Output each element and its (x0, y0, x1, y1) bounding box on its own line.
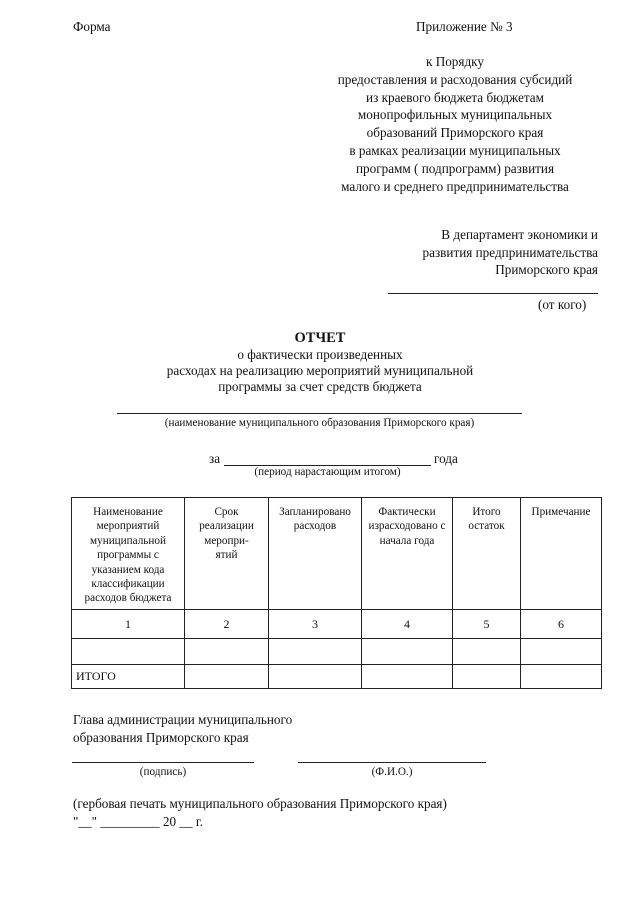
total-label: ИТОГО (72, 665, 185, 689)
appendix-reference (300, 53, 610, 195)
report-subtitle-line: программы за счет средств бюджета (218, 379, 422, 395)
seal-note: (гербовая печать муниципального образования Приморского края) (73, 796, 447, 811)
name-caption: (Ф.И.О.) (371, 766, 413, 778)
column-header: Запланировано расходов (269, 498, 362, 610)
report-subtitle-line: расходах на реализацию мероприятий муниципальной (166, 363, 474, 379)
column-number-row (72, 610, 602, 639)
name-fill-line[interactable] (298, 762, 486, 763)
table-cell[interactable] (269, 639, 362, 665)
table-cell[interactable] (362, 639, 453, 665)
addressee-line: развития предпринимательства (422, 244, 598, 260)
municipality-caption: (наименование муниципального образования Приморского края) (164, 417, 475, 429)
column-header: Наименование мероприятий муниципальной программы с указанием кода классификации расходов бюджета (72, 498, 185, 610)
period-caption: (период нарастающим итогом) (254, 466, 401, 478)
report-title-block (140, 329, 500, 396)
column-header: Срок реализации меропри-ятий (185, 498, 269, 610)
column-number: 1 (72, 610, 185, 639)
table-cell[interactable] (185, 665, 269, 689)
appendix-line: программ ( подпрограмм) развития (355, 160, 555, 176)
column-header: Примечание (521, 498, 602, 610)
total-row (72, 665, 602, 689)
column-header: Итого остаток (453, 498, 521, 610)
column-number: 3 (269, 610, 362, 639)
appendix-line: предоставления и расходования субсидий (337, 71, 573, 87)
sender-fill-line[interactable] (388, 293, 598, 294)
appendix-line: малого и среднего предпринимательства (341, 178, 569, 194)
municipality-fill-line[interactable] (117, 413, 522, 414)
appendix-line: к Порядку (425, 54, 484, 69)
report-title: ОТЧЕТ (294, 330, 346, 346)
column-number: 2 (185, 610, 269, 639)
column-number: 4 (362, 610, 453, 639)
appendix-line: из краевого бюджета бюджетам (366, 89, 544, 105)
table-cell[interactable] (453, 665, 521, 689)
appendix-line: в рамках реализации муниципальных (349, 142, 561, 158)
table-cell[interactable] (521, 665, 602, 689)
signature-fill-line[interactable] (72, 762, 254, 763)
period-suffix: года (434, 451, 458, 466)
period-prefix: за (209, 451, 221, 466)
column-number: 5 (453, 610, 521, 639)
table-cell[interactable] (72, 639, 185, 665)
signature-caption: (подпись) (139, 766, 187, 778)
table-cell[interactable] (185, 639, 269, 665)
addressee-block (360, 226, 598, 279)
column-number: 6 (521, 610, 602, 639)
table-cell[interactable] (521, 639, 602, 665)
appendix-number: Приложение № 3 (416, 19, 513, 34)
report-subtitle-line: о фактически произведенных (237, 347, 403, 362)
date-line: "__" _________ 20 __ г. (73, 814, 204, 829)
appendix-line: образований Приморского края (366, 125, 544, 141)
addressee-line: Приморского края (495, 262, 598, 278)
table-cell[interactable] (453, 639, 521, 665)
table-cell[interactable] (362, 665, 453, 689)
column-header: Фактически израсходовано с начала года (362, 498, 453, 610)
table-cell[interactable] (269, 665, 362, 689)
from-caption: (от кого) (538, 297, 587, 312)
table-row (72, 639, 602, 665)
table-header-row (72, 498, 602, 610)
signatory-position-line2: образования Приморского края (73, 730, 249, 745)
signatory-position-line1: Глава администрации муниципального (73, 712, 293, 727)
form-label: Форма (73, 19, 111, 34)
appendix-line: монопрофильных муниципальных (357, 107, 553, 123)
addressee-line: В департамент экономики и (441, 227, 598, 242)
expenses-table (71, 497, 602, 689)
